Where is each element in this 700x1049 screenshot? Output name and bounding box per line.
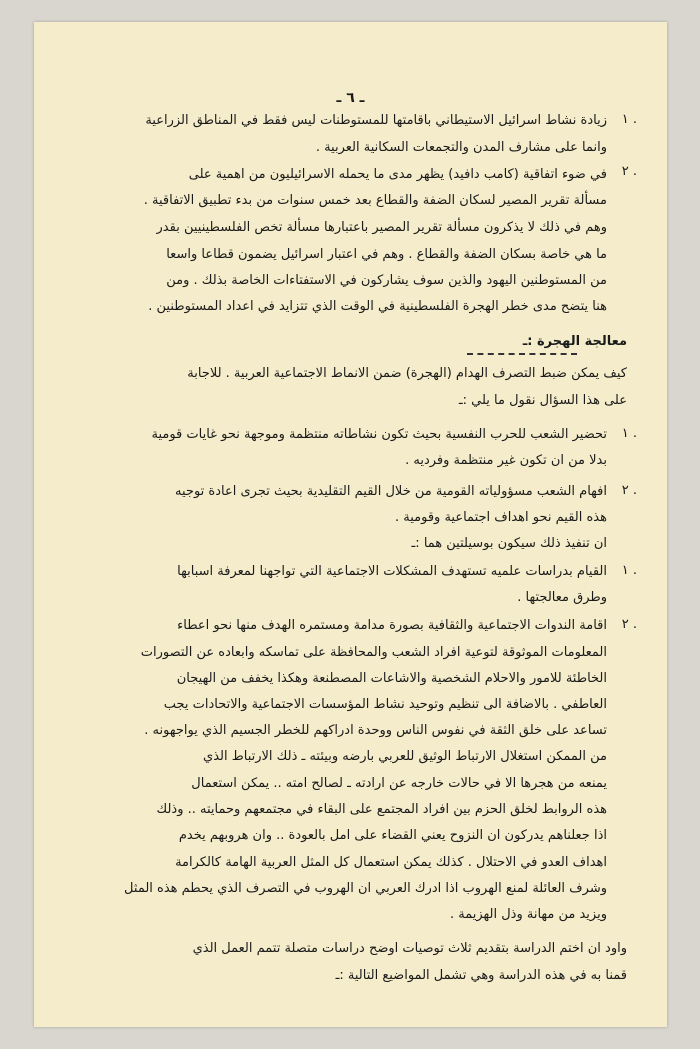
document-page [34,22,667,1027]
item-number: ١ . [621,112,637,127]
text-line: هذه الروابط لخلق الحزم بين افراد المجتمع على البقاء في مجتمعهم وحمايته .. وذلك [156,802,607,817]
text-line: وشرف العائلة لمنع الهروب اذا ادرك العربي ان الهروب في التصرف الذي يحطم هذه المثل [124,881,607,896]
text-line: القيام بدراسات علميه تستهدف المشكلات الاجتماعية التي تواجهنا لمعرفة اسبابها [177,564,607,579]
text-line: بدلا من ان تكون غير منتظمة وفرديه . [405,453,607,468]
text-line: وهم في ذلك لا يذكرون مسألة تقرير المصير باعتبارها مسألة تخص الفلسطينيين بقدر [156,220,607,235]
text-line: زيادة نشاط اسرائيل الاستيطاني باقامتها للمستوطنات ليس فقط في المناطق الزراعية [145,113,607,128]
text-line: يمنعه من هجرها الا في حالات خارجه عن ارادته ـ لصالح امته .. يمكن استعمال [191,776,607,791]
text-line: هذه القيم نحو اهداف اجتماعية وقومية . [394,510,607,525]
heading-underline [467,353,577,355]
item-number: ٢ . [621,164,637,179]
text-line: وطرق معالجتها . [517,590,607,605]
text-line: اهداف العدو في الاحتلال . كذلك يمكن استعمال كل المثل العربية الهامة كالكرامة [175,855,607,870]
text-line: تحضير الشعب للحرب النفسية بحيث تكون نشاطاته منتظمة وموجهة نحو غايات قومية [151,427,607,442]
text-line: الخاطئة للامور والاحلام الشخصية والاشاعات المصطنعة وهكذا يخفف من الهيجان [176,671,607,686]
section-heading: معالجة الهجرة :ـ [522,334,627,349]
text-line: اقامة الندوات الاجتماعية والثقافية بصورة مدامة ومستمره الهدف منها نحو اعطاء [177,618,607,633]
text-line: واود ان اختم الدراسة بتقديم ثلاث توصيات اوضح دراسات متصلة تتمم العمل الذي [192,941,627,956]
text-line: مسألة تقرير المصير لسكان الضفة والقطاع بعد خمس سنوات من بدء تطبيق الاتفاقية . [143,193,607,208]
item-number: ١ . [621,563,637,578]
text-line: العاطفي . بالاضافة الى تنظيم وتوحيد نشاط المؤسسات الاجتماعية والاتحادات يجب [163,697,607,712]
text-line: كيف يمكن ضبط التصرف الهدام (الهجرة) ضمن الانماط الاجتماعية العربية . للاجابة [187,366,627,381]
text-line: المعلومات الموثوقة لتوعية افراد الشعب والمحافظة على تماسكه وابعاده عن التصورات [140,645,607,660]
text-line: ويزيد من مهانة وذل الهزيمة . [449,907,607,922]
text-line: ان تنفيذ ذلك سيكون بوسيلتين هما :ـ [411,536,607,551]
text-line: ما هي خاصة بسكان الضفة والقطاع . وهم في اعتبار اسرائيل يضمون قطاعا واسعا [166,247,607,262]
item-number: ١ . [621,426,637,441]
text-line: تساعد على خلق الثقة في نفوس الناس ووحدة ادراكهم للخطر الجسيم الذي يواجهونه . [144,723,607,738]
page-number: ـ ٦ ـ [336,90,365,106]
text-line: في ضوء اتفاقية (كامب دافيد) يظهر مدى ما يحمله الاسرائيليون من اهمية على [188,167,607,182]
item-number: ٢ . [621,617,637,632]
text-line: قمنا به في هذه الدراسة وهي تشمل المواضيع التالية :ـ [335,968,627,983]
item-number: ٢ . [621,483,637,498]
text-line: اذا جعلناهم يدركون ان النزوح يعني القضاء على امل بالعودة .. وان هروبهم يخدم [178,828,607,843]
text-line: على هذا السؤال نقول ما يلي :ـ [458,393,627,408]
text-line: من الممكن استغلال الارتباط الوثيق للعربي بارضه وبيئته ـ ذلك الارتباط الذي [203,749,607,764]
text-line: افهام الشعب مسؤولياته القومية من خلال القيم التقليدية بحيث تجرى اعادة توجيه [175,484,607,499]
text-line: وانما على مشارف المدن والتجمعات السكانية العربية . [315,140,607,155]
text-line: هنا يتضح مدى خطر الهجرة الفلسطينية في الوقت الذي تتزايد في اعداد المستوطنين . [148,299,607,314]
text-line: من المستوطنين اليهود والذين سوف يشاركون في الاستفتاءات الخاصة بذلك . ومن [166,273,607,288]
